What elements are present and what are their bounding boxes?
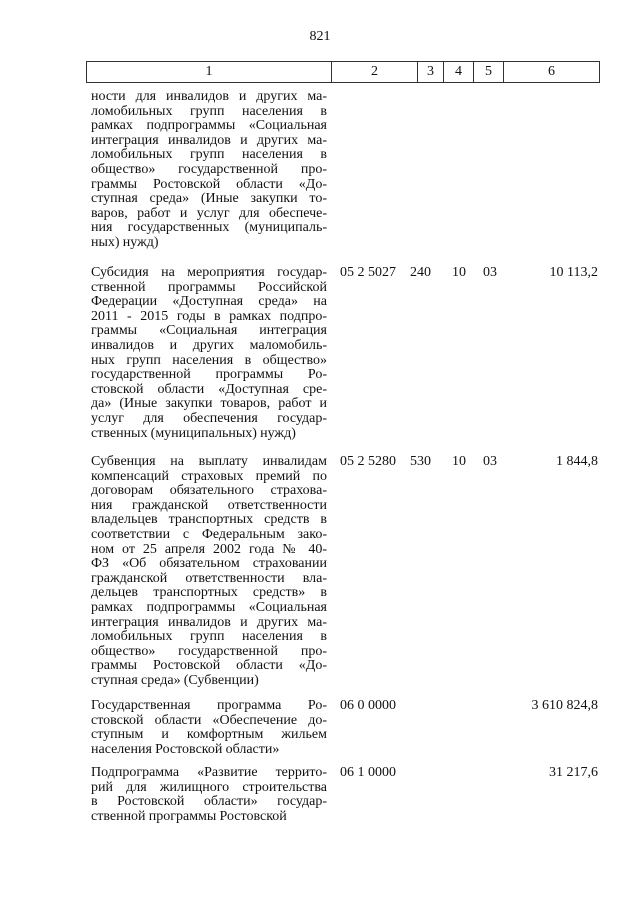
description-line: ступным и комфортным жильем [91, 727, 327, 743]
column-header-3: 3 [417, 62, 443, 82]
description-line: ломобильных групп населения в [91, 103, 327, 119]
description-line: Субсидия на мероприятия государ- [91, 265, 327, 280]
target-code: 05 2 5280 [340, 454, 396, 469]
row-description [91, 699, 327, 757]
subsection-code: 03 [483, 265, 497, 280]
description-line: ломобильных групп населения в [91, 147, 327, 163]
description-line: ФЗ «Об обязательном страховании [91, 556, 327, 572]
description-line: ломобильных групп населения в [91, 629, 327, 645]
description-line: общество» государственной про- [91, 643, 327, 659]
row-description [91, 766, 327, 824]
subsection-code: 03 [483, 454, 497, 469]
description-line: общество» государственной про- [91, 161, 327, 177]
description-line: Федерации «Доступная среда» на [91, 294, 327, 310]
column-header-2: 2 [331, 62, 417, 82]
column-header-4: 4 [443, 62, 473, 82]
amount: 31 217,6 [549, 765, 598, 780]
target-code: 05 2 5027 [340, 265, 396, 280]
description-line: ственной программы Российской [91, 279, 327, 295]
description-line: дельцев транспортных средств» в [91, 585, 327, 601]
description-line: рий для жилищного строительства [91, 779, 327, 795]
description-line: рамках подпрограммы «Социальная [91, 599, 327, 615]
description-line: ных групп населения в общество» [91, 352, 327, 368]
description-line: ступная среда» (Иные закупки то- [91, 191, 327, 207]
description-line: Подпрограмма «Развитие террито- [91, 765, 327, 780]
column-header-6: 6 [503, 62, 599, 82]
description-line: ных) нужд) [91, 234, 159, 250]
description-line: владельцев транспортных средств в [91, 512, 327, 528]
amount: 3 610 824,8 [531, 698, 598, 713]
row-description [91, 266, 327, 441]
description-line: стовской области «Доступная сре- [91, 381, 327, 397]
description-line: граммы Ростовской области «До- [91, 176, 327, 192]
column-header-5: 5 [473, 62, 503, 82]
page-number: 821 [309, 29, 331, 44]
description-line: государственной программы Ро- [91, 367, 327, 383]
row-description [91, 90, 327, 251]
amount: 10 113,2 [549, 265, 598, 280]
description-line: ния государственных (муниципаль- [91, 220, 327, 236]
description-line: услуг для обеспечения государ- [91, 410, 327, 426]
expense-type: 240 [410, 265, 431, 280]
description-line: варов, работ и услуг для обеспече- [91, 205, 327, 221]
description-line: населения Ростовской области» [91, 741, 280, 757]
column-header-1: 1 [205, 64, 213, 79]
description-line: ности для инвалидов и других ма- [91, 89, 327, 104]
description-line: соответствии с Федеральным зако- [91, 526, 327, 542]
target-code: 06 0 0000 [340, 698, 396, 713]
section-code: 10 [452, 454, 466, 469]
row-description [91, 455, 327, 689]
table-header [86, 61, 600, 83]
description-line: компенсаций страховых премий по [91, 468, 327, 484]
amount: 1 844,8 [556, 454, 598, 469]
description-line: в Ростовской области» государ- [91, 794, 327, 810]
description-line: граммы «Социальная интеграция [91, 323, 327, 339]
section-code: 10 [452, 265, 466, 280]
description-line: рамках подпрограммы «Социальная [91, 118, 327, 134]
expense-type: 530 [410, 454, 431, 469]
description-line: Государственная программа Ро- [91, 698, 327, 713]
description-line: граммы Ростовской области «До- [91, 658, 327, 674]
description-line: да» (Иные закупки товаров, работ и [91, 396, 327, 412]
description-line: 2011 - 2015 годы в рамках подпро- [91, 308, 327, 324]
description-line: ственной программы Ростовской [91, 808, 287, 824]
description-line: интеграция инвалидов и других ма- [91, 132, 327, 148]
description-line: ступная среда» (Субвенции) [91, 672, 259, 688]
description-line: ственных (муниципальных) нужд) [91, 425, 296, 441]
description-line: ном от 25 апреля 2002 года № 40- [91, 541, 327, 557]
description-line: Субвенция на выплату инвалидам [91, 454, 327, 469]
description-line: интеграция инвалидов и других ма- [91, 614, 327, 630]
description-line: инвалидов и других маломобиль- [91, 337, 327, 353]
target-code: 06 1 0000 [340, 765, 396, 780]
description-line: стовской области «Обеспечение до- [91, 712, 327, 728]
description-line: договорам обязательного страхова- [91, 483, 327, 499]
description-line: ния гражданской ответственности [91, 497, 327, 513]
description-line: гражданской ответственности вла- [91, 570, 327, 586]
